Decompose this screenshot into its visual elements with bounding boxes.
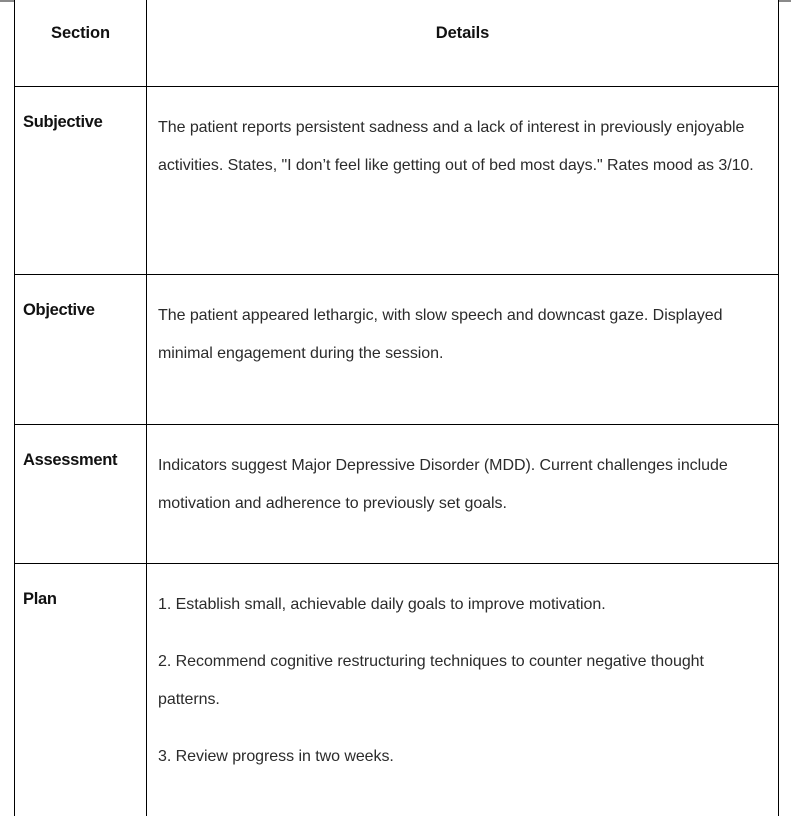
detail-paragraph: The patient appeared lethargic, with slow speech and downcast gaze. Displayed minimal engagement during the session.	[158, 297, 768, 373]
table-row	[15, 275, 779, 425]
column-header-section-label: Section	[15, 0, 146, 43]
detail-paragraph: Indicators suggest Major Depressive Disorder (MDD). Current challenges include motivation and adherence to previously set goals.	[158, 447, 768, 523]
detail-paragraph: The patient reports persistent sadness and a lack of interest in previously enjoyable activities. States, "I don’t feel like getting out of bed most days." Rates mood as 3/10.	[158, 109, 768, 185]
section-details-subjective	[147, 87, 779, 275]
plan-item: 3. Review progress in two weeks.	[158, 738, 768, 776]
section-details-assessment	[147, 425, 779, 564]
table-row	[15, 87, 779, 275]
table-row	[15, 425, 779, 564]
section-label-plan: Plan	[15, 564, 147, 816]
plan-item: 2. Recommend cognitive restructuring techniques to counter negative thought patterns.	[158, 643, 768, 719]
plan-item: 1. Establish small, achievable daily goals to improve motivation.	[158, 586, 768, 624]
column-header-section	[15, 0, 147, 87]
table-row	[15, 564, 779, 816]
soap-note-table	[14, 0, 779, 816]
section-details-objective	[147, 275, 779, 425]
section-details-plan	[147, 564, 779, 816]
section-label-subjective: Subjective	[15, 87, 147, 275]
table-header-row	[15, 0, 779, 87]
section-label-assessment: Assessment	[15, 425, 147, 564]
section-label-objective: Objective	[15, 275, 147, 425]
column-header-details	[147, 0, 779, 87]
column-header-details-label: Details	[147, 0, 778, 43]
